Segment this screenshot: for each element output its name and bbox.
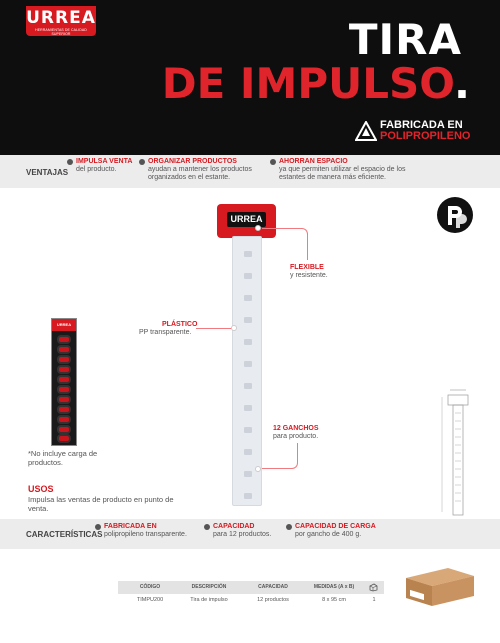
cell-medidas: 8 x 95 cm xyxy=(322,597,346,603)
flexible-leader-line xyxy=(262,228,308,260)
bullet-icon xyxy=(270,159,276,165)
flexible-title: FLEXIBLE xyxy=(290,264,324,271)
header-banner xyxy=(0,0,500,155)
title-dot: . xyxy=(454,59,470,108)
usos-title: USOS xyxy=(28,484,54,494)
box-icon xyxy=(369,583,378,592)
hook-slot xyxy=(244,383,252,389)
callout-dot xyxy=(231,325,237,331)
caracteristica-title: CAPACIDAD DE CARGA xyxy=(295,523,376,530)
cell-capacidad: 12 productos xyxy=(257,597,289,603)
col-codigo: CÓDIGO xyxy=(139,584,161,590)
ventajas-bar xyxy=(0,155,500,188)
hook-slot xyxy=(244,405,252,411)
socket-item xyxy=(57,395,71,404)
col-descripcion: DESCRIPCIÓN xyxy=(191,584,227,590)
ventaja-text: ya que permiten utilizar el espacio de los estantes de manera más eficiente. xyxy=(279,166,406,181)
hook-slot xyxy=(244,339,252,345)
logo-brand: URREA xyxy=(26,8,96,28)
caracteristica-item xyxy=(295,523,395,539)
bullet-icon xyxy=(286,524,292,530)
caracteristica-item xyxy=(104,523,204,539)
hook-slot xyxy=(244,361,252,367)
ventaja-title: ORGANIZAR PRODUCTOS xyxy=(148,158,237,165)
caracteristica-text: por gancho de 400 g. xyxy=(295,531,362,538)
socket-item xyxy=(57,375,71,384)
ganchos-leader-line xyxy=(262,443,298,469)
note-text: *No incluye carga de productos. xyxy=(28,449,98,467)
hook-slot xyxy=(244,471,252,477)
shipping-box-image xyxy=(404,564,476,608)
plastico-leader-line xyxy=(196,328,234,329)
socket-item xyxy=(57,434,71,443)
ventajas-label: VENTAJAS xyxy=(26,168,69,177)
ventaja-text: ayudan a mantener los productos organizados en el estante. xyxy=(148,166,252,181)
caracteristica-item xyxy=(213,523,283,539)
col-medidas: MEDIDAS (A x B) xyxy=(313,584,355,590)
callout-dot xyxy=(255,225,261,231)
logo-tagline: HERRAMIENTAS DE CALIDAD SUPERIOR xyxy=(35,28,87,36)
fabricada-line-2: POLIPROPILENO xyxy=(380,130,471,142)
caracteristica-title: CAPACIDAD xyxy=(213,523,255,530)
socket-item xyxy=(57,415,71,424)
hook-slot xyxy=(244,427,252,433)
ganchos-text: para producto. xyxy=(273,433,319,440)
caracteristica-text: para 12 productos. xyxy=(213,531,272,538)
plastico-text: PP transparente. xyxy=(139,329,192,336)
hook-slot xyxy=(244,317,252,323)
bullet-icon xyxy=(204,524,210,530)
socket-item xyxy=(57,385,71,394)
ganchos-title: 12 GANCHOS xyxy=(273,425,319,432)
bullet-icon xyxy=(95,524,101,530)
ventaja-title: AHORRAN ESPACIO xyxy=(279,158,348,165)
dimension-schematic xyxy=(438,387,478,517)
socket-item xyxy=(57,365,71,374)
title-line-1: TIRA xyxy=(348,15,462,64)
socket-item xyxy=(57,355,71,364)
spec-table-header xyxy=(118,581,384,594)
cell-cantidad: 1 xyxy=(372,597,376,603)
socket-item xyxy=(57,425,71,434)
col-capacidad: CAPACIDAD xyxy=(258,584,288,590)
strip-logo: URREA xyxy=(227,212,266,227)
caracteristica-title: FABRICADA EN xyxy=(104,523,157,530)
hook-slot xyxy=(244,251,252,257)
recycle-icon xyxy=(355,121,377,141)
caracteristicas-bar xyxy=(0,519,500,549)
ventaja-title: IMPULSA VENTA xyxy=(76,158,133,165)
fabricada-line-1: FABRICADA EN xyxy=(380,119,463,131)
ventaja-item xyxy=(279,158,419,182)
product-photo xyxy=(51,318,77,446)
urrea-logo xyxy=(26,6,96,36)
cell-codigo: TIMPU200 xyxy=(136,597,164,603)
usos-text: Impulsa las ventas de producto en punto de venta. xyxy=(28,495,174,513)
caracteristicas-label: CARACTERÍSTICAS xyxy=(26,530,103,539)
socket-item xyxy=(57,405,71,414)
plastico-title: PLÁSTICO xyxy=(162,321,198,328)
cell-descripcion: Tira de impulso xyxy=(190,597,228,603)
bullet-icon xyxy=(67,159,73,165)
hook-slot xyxy=(244,449,252,455)
ventaja-item xyxy=(148,158,270,182)
flexible-text: y resistente. xyxy=(290,272,328,279)
pp-recycle-logo-icon xyxy=(436,196,474,234)
bullet-icon xyxy=(139,159,145,165)
ventaja-item xyxy=(76,158,138,174)
hook-slot xyxy=(244,295,252,301)
caracteristica-text: polipropileno transparente. xyxy=(104,531,187,538)
hook-slot xyxy=(244,273,252,279)
product-photo-logo: URREA xyxy=(52,319,76,331)
hook-slot xyxy=(244,493,252,499)
callout-dot xyxy=(255,466,261,472)
ventaja-text: del producto. xyxy=(76,166,117,173)
socket-item xyxy=(57,335,71,344)
title-text-2: DE IMPULSO xyxy=(161,59,455,108)
title-line-2 xyxy=(161,59,470,108)
socket-item xyxy=(57,345,71,354)
